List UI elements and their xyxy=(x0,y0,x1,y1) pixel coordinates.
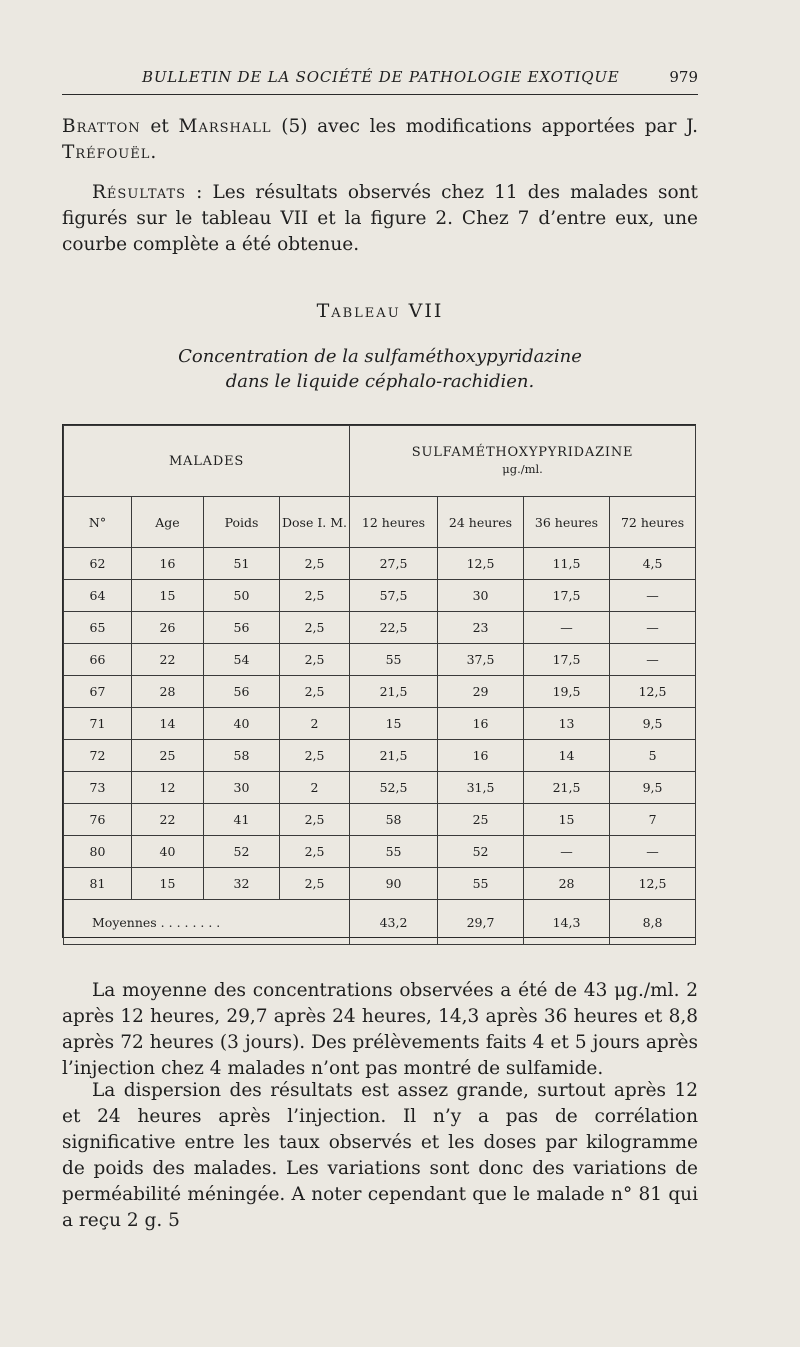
table-cell: 9,5 xyxy=(610,708,696,740)
table-caption-line1: Concentration de la sulfaméthoxypyridazine xyxy=(178,346,582,367)
table-cell: 52 xyxy=(204,836,280,868)
table-cell: 80 xyxy=(64,836,132,868)
table-cell: 40 xyxy=(132,836,204,868)
table-cell: — xyxy=(524,612,610,644)
table-cell: 22 xyxy=(132,644,204,676)
table-row xyxy=(64,804,696,836)
table-cell: 15 xyxy=(350,708,438,740)
table-cell: 15 xyxy=(132,580,204,612)
average-cell: 43,2 xyxy=(350,900,438,945)
table-cell: 14 xyxy=(524,740,610,772)
table-row xyxy=(64,644,696,676)
table-cell: 22,5 xyxy=(350,612,438,644)
author-trefouel: Tréfouël xyxy=(62,142,151,163)
column-header: Dose I. M. xyxy=(280,497,350,548)
results-paragraph xyxy=(62,180,698,258)
table-cell: 2,5 xyxy=(280,836,350,868)
column-header: Poids xyxy=(204,497,280,548)
table-cell: 16 xyxy=(132,548,204,580)
table-cell: 15 xyxy=(132,868,204,900)
table-cell: 2,5 xyxy=(280,676,350,708)
table-cell: 2 xyxy=(280,772,350,804)
running-header xyxy=(62,64,698,95)
intro-rest: (5) avec les modifications apportées par J. xyxy=(271,116,698,137)
table-cell: 12,5 xyxy=(610,676,696,708)
table-cell: 67 xyxy=(64,676,132,708)
table-cell: 29 xyxy=(438,676,524,708)
table-cell: — xyxy=(610,612,696,644)
table-cell: 52 xyxy=(438,836,524,868)
table-cell: 23 xyxy=(438,612,524,644)
table-cell: 14 xyxy=(132,708,204,740)
column-header: 36 heures xyxy=(524,497,610,548)
table-cell: 2,5 xyxy=(280,868,350,900)
paragraph-averages: La moyenne des concentrations observées a été de 43 μg./ml. 2 après 12 heures, 29,7 après 24 heures, 14,3 après 36 heures et 8,8 après 72 heures (3 jours). Des prélèvements faits 4 et 5 jours après l’injection chez 4 malades n’ont pas montré de sulfamide. xyxy=(62,980,698,1079)
table-cell: 12,5 xyxy=(438,548,524,580)
table-row xyxy=(64,708,696,740)
table-cell: 55 xyxy=(438,868,524,900)
table-cell: 41 xyxy=(204,804,280,836)
table-cell: 64 xyxy=(64,580,132,612)
table-cell: 40 xyxy=(204,708,280,740)
table-cell: 71 xyxy=(64,708,132,740)
table-cell: 26 xyxy=(132,612,204,644)
table-cell: — xyxy=(610,580,696,612)
table-cell: 21,5 xyxy=(524,772,610,804)
table-cell: 2,5 xyxy=(280,612,350,644)
table-cell: 21,5 xyxy=(350,740,438,772)
table-cell: 58 xyxy=(204,740,280,772)
column-header: 72 heures xyxy=(610,497,696,548)
table-cell: 9,5 xyxy=(610,772,696,804)
table-row xyxy=(64,772,696,804)
table-cell: 28 xyxy=(132,676,204,708)
group-header-unit: μg./ml. xyxy=(502,462,543,476)
table-cell: 62 xyxy=(64,548,132,580)
paragraph-dispersion: La dispersion des résultats est assez grande, surtout après 12 et 24 heures après l’injection. Il n’y a pas de corrélation significative entre les taux observés et les doses par kilogramme de poids des malades. Les variations sont donc des variations de perméabilité méningée. A noter cependant que le malade n° 81 qui a reçu 2 g. 5 xyxy=(62,1080,698,1231)
table-cell: 58 xyxy=(350,804,438,836)
group-header-malades: MALADES xyxy=(64,426,350,497)
table-cell: 28 xyxy=(524,868,610,900)
table-row xyxy=(64,836,696,868)
table-row xyxy=(64,868,696,900)
table-cell: 27,5 xyxy=(350,548,438,580)
average-cell: 29,7 xyxy=(438,900,524,945)
group-header-drug xyxy=(350,426,696,497)
table-cell: 17,5 xyxy=(524,580,610,612)
column-header: 12 heures xyxy=(350,497,438,548)
table-cell: 12 xyxy=(132,772,204,804)
table-cell: 11,5 xyxy=(524,548,610,580)
table-cell: 2,5 xyxy=(280,548,350,580)
table-cell: 72 xyxy=(64,740,132,772)
table-cell: 90 xyxy=(350,868,438,900)
table-title: Tableau VII xyxy=(316,300,444,322)
table-caption xyxy=(62,344,698,394)
table-cell: 12,5 xyxy=(610,868,696,900)
table-cell: 37,5 xyxy=(438,644,524,676)
table-row xyxy=(64,612,696,644)
intro-end: . xyxy=(150,142,157,163)
table-cell: 2,5 xyxy=(280,644,350,676)
averages-label: Moyennes . . . . . . . . xyxy=(64,900,350,945)
table-cell: 52,5 xyxy=(350,772,438,804)
results-label: Résultats xyxy=(92,182,187,203)
table-cell: 13 xyxy=(524,708,610,740)
table-cell: 2 xyxy=(280,708,350,740)
table-cell: 65 xyxy=(64,612,132,644)
table-cell: 32 xyxy=(204,868,280,900)
table-cell: 30 xyxy=(204,772,280,804)
data-table xyxy=(63,425,696,945)
table-row xyxy=(64,740,696,772)
table-cell: 73 xyxy=(64,772,132,804)
table-cell: 2,5 xyxy=(280,580,350,612)
average-cell: 8,8 xyxy=(610,900,696,945)
author-marshall: Marshall xyxy=(178,116,272,137)
table-cell: 16 xyxy=(438,740,524,772)
results-text: : Les résultats observés chez 11 des malades sont figurés sur le tableau VII et la figure 2. Chez 7 d’entre eux, une courbe complète a été obtenue. xyxy=(62,182,698,255)
column-header: Age xyxy=(132,497,204,548)
table-cell: 17,5 xyxy=(524,644,610,676)
table-cell: 66 xyxy=(64,644,132,676)
table-row xyxy=(64,548,696,580)
table-cell: 50 xyxy=(204,580,280,612)
table-cell: 81 xyxy=(64,868,132,900)
table-cell: 31,5 xyxy=(438,772,524,804)
table-cell: 56 xyxy=(204,612,280,644)
table-cell: 55 xyxy=(350,836,438,868)
table-cell: 5 xyxy=(610,740,696,772)
table-cell: 2,5 xyxy=(280,804,350,836)
table-cell: 76 xyxy=(64,804,132,836)
averages-row xyxy=(64,900,696,945)
intro-conj: et xyxy=(140,116,179,137)
page-number: 979 xyxy=(669,68,698,86)
table-cell: 25 xyxy=(438,804,524,836)
table-cell: 51 xyxy=(204,548,280,580)
table-cell: 57,5 xyxy=(350,580,438,612)
table-cell: 25 xyxy=(132,740,204,772)
table-cell: — xyxy=(524,836,610,868)
column-header: 24 heures xyxy=(438,497,524,548)
table-row xyxy=(64,676,696,708)
table-cell: 30 xyxy=(438,580,524,612)
table-cell: 56 xyxy=(204,676,280,708)
table-cell: 2,5 xyxy=(280,740,350,772)
table-cell: 19,5 xyxy=(524,676,610,708)
column-header: N° xyxy=(64,497,132,548)
table-cell: 4,5 xyxy=(610,548,696,580)
table-cell: 7 xyxy=(610,804,696,836)
concentration-table xyxy=(62,424,696,938)
table-cell: — xyxy=(610,836,696,868)
table-cell: 16 xyxy=(438,708,524,740)
table-cell: 15 xyxy=(524,804,610,836)
running-title: BULLETIN DE LA SOCIÉTÉ DE PATHOLOGIE EXOTIQUE xyxy=(142,68,620,86)
table-cell: 55 xyxy=(350,644,438,676)
average-cell: 14,3 xyxy=(524,900,610,945)
table-cell: 54 xyxy=(204,644,280,676)
table-row xyxy=(64,580,696,612)
table-cell: 22 xyxy=(132,804,204,836)
group-header-drug-name: SULFAMÉTHOXYPYRIDAZINE xyxy=(411,445,634,460)
intro-paragraph xyxy=(62,114,698,166)
author-bratton: Bratton xyxy=(62,116,141,137)
table-cell: — xyxy=(610,644,696,676)
table-cell: 21,5 xyxy=(350,676,438,708)
table-caption-line2: dans le liquide céphalo-rachidien. xyxy=(225,371,535,392)
